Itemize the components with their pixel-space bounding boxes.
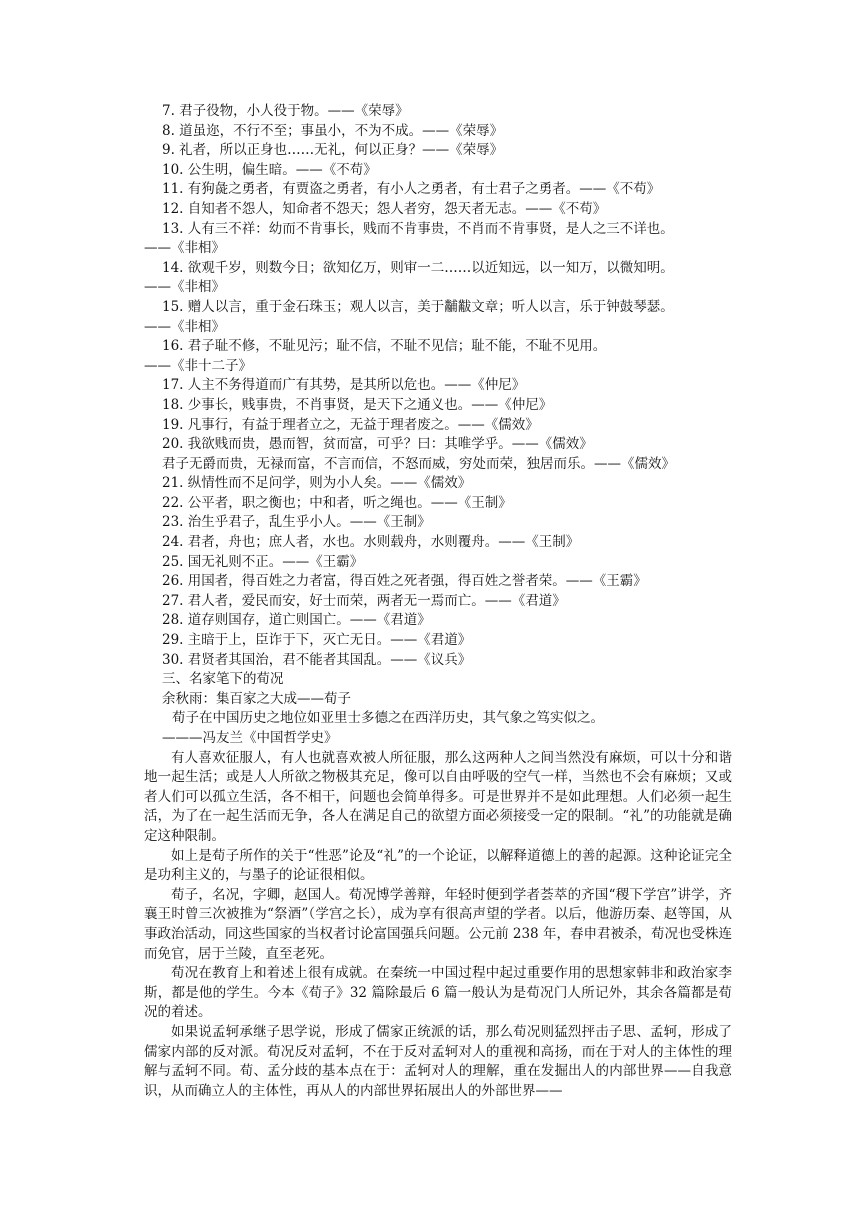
- quote-line: 15. 赠人以言，重于金石珠玉；观人以言，美于黼黻文章；听人以言，乐于钟鼓琴瑟。: [162, 298, 674, 315]
- body-paragraph: 荀况在教育上和着述上很有成就。在秦统一中国过程中起过重要作用的思想家韩非和政治家李斯，都是他的学生。今本《荀子》32 篇除最后 6 篇一般认为是荀况门人所记外，其余各篇都是荀况的着述。: [144, 965, 732, 1021]
- quote-source: ——《非相》: [144, 279, 225, 296]
- quote-line: 11. 有狗彘之勇者，有贾盗之勇者，有小人之勇者，有士君子之勇者。——《不苟》: [162, 181, 661, 198]
- quote-line: 24. 君者，舟也；庶人者，水也。水则载舟，水则覆舟。——《王制》: [162, 534, 580, 551]
- epigraph: 荀子在中国历史之地位如亚里士多德之在西洋历史，其气象之笃实似之。: [172, 710, 604, 727]
- quote-source: ——《非相》: [144, 318, 225, 335]
- quote-line: 30. 君贤者其国治，君不能者其国乱。——《议兵》: [162, 651, 472, 668]
- body-paragraph: 荀子，名况，字卿，赵国人。荀况博学善辩，年轻时便到学者荟萃的齐国“稷下学宫”讲学，齐襄王时曾三次被推为“祭酒”（学宫之长），成为享有很高声望的学者。以后，他游历秦、赵等国，从事政治活动，同这些国家的当权者讨论富国强兵问题。公元前 238 年，春申君被杀，荀况也受株连而免官，居于兰陵，直至老死。: [144, 886, 732, 962]
- quote-line: 16. 君子耻不修，不耻见污；耻不信，不耻不见信；耻不能，不耻不见用。: [162, 338, 607, 355]
- quote-line: 21. 纵情性而不足问学，则为小人矣。——《儒效》: [162, 475, 472, 492]
- section-heading: 三、名家笔下的荀况: [162, 671, 284, 688]
- document-page: [144, 102, 732, 1101]
- quote-line: 23. 治生乎君子，乱生乎小人。——《王制》: [162, 514, 431, 531]
- epigraph-source: ———冯友兰《中国哲学史》: [162, 730, 338, 746]
- quote-source: ——《非相》: [144, 240, 225, 257]
- quote-line: 12. 自知者不怨人，知命者不怨天；怨人者穷，怨天者无志。——《不苟》: [162, 200, 607, 217]
- body-paragraph: 有人喜欢征服人，有人也就喜欢被人所征服，那么这两种人之间当然没有麻烦，可以十分和谐地一起生活；或是人人所欲之物极其充足，像可以自由呼吸的空气一样，当然也不会有麻烦；又或者人们可以孤立生活，各不相干，问题也会简单得多。可是世界并不是如此理想。人们必须一起生活，为了在一起生活而无争，各人在满足自己的欲望方面必须接受一定的限制。“礼”的功能就是确定这种限制。: [144, 749, 732, 844]
- quote-line: 19. 凡事行，有益于理者立之，无益于理者废之。——《儒效》: [162, 416, 539, 433]
- quote-source: ——《非十二子》: [144, 357, 252, 374]
- body-paragraph: 如上是荀子所作的关于“性恶”论及“礼”的一个论证，以解释道德上的善的起源。这种论证完全是功利主义的，与墨子的论证很相似。: [144, 847, 732, 884]
- quote-line: 29. 主暗于上，臣诈于下，灭亡无日。——《君道》: [162, 632, 472, 649]
- quote-line: 13. 人有三不祥：幼而不肯事长，贱而不肯事贵，不肖而不肯事贤，是人之三不详也。: [162, 220, 674, 237]
- quote-line: 18. 少事长，贱事贵，不肖事贤，是天下之通义也。——《仲尼》: [162, 396, 553, 413]
- quote-line: 8. 道虽迩，不行不至；事虽小，不为不成。——《荣辱》: [162, 122, 504, 139]
- quote-line: 17. 人主不务得道而广有其势，是其所以危也。——《仲尼》: [162, 377, 526, 394]
- quote-line: 27. 君人者，爱民而安，好士而荣，两者无一焉而亡。——《君道》: [162, 592, 566, 609]
- quote-line: 10. 公生明，偏生暗。——《不苟》: [162, 161, 377, 178]
- quote-line: 7. 君子役物，小人役于物。——《荣辱》: [162, 103, 409, 119]
- body-paragraph: 如果说孟轲承继子思学说，形成了儒家正统派的话，那么荀况则猛烈抨击子思、孟轲，形成了儒家内部的反对派。荀况反对孟轲，不在于反对孟轲对人的重视和高扬，而在于对人的主体性的理解与孟轲不同。荀、孟分歧的基本点在于：孟轲对人的理解，重在发掘出人的内部世界——自我意识，从而确立人的主体性，再从人的内部世界拓展出人的外部世界——: [144, 1023, 732, 1099]
- essay-title: 余秋雨：集百家之大成——荀子: [162, 690, 351, 707]
- quote-line: 25. 国无礼则不正。——《王霸》: [162, 553, 364, 570]
- quote-line: 9. 礼者，所以正身也……无礼，何以正身？——《荣辱》: [162, 142, 504, 159]
- quote-line: 28. 道存则国存，道亡则国亡。——《君道》: [162, 612, 431, 629]
- quote-line: 君子无爵而贵，无禄而富，不言而信，不怒而威，穷处而荣，独居而乐。——《儒效》: [162, 455, 675, 472]
- quote-line: 14. 欲观千岁，则数今日；欲知亿万，则审一二……以近知远，以一知万，以微知明。: [162, 259, 674, 276]
- quote-line: 26. 用国者，得百姓之力者富，得百姓之死者强，得百姓之誉者荣。——《王霸》: [162, 573, 647, 590]
- quote-line: 22. 公平者，职之衡也；中和者，听之绳也。——《王制》: [162, 494, 512, 511]
- quote-line: 20. 我欲贱而贵，愚而智，贫而富，可乎？曰：其唯学乎。——《儒效》: [162, 436, 593, 453]
